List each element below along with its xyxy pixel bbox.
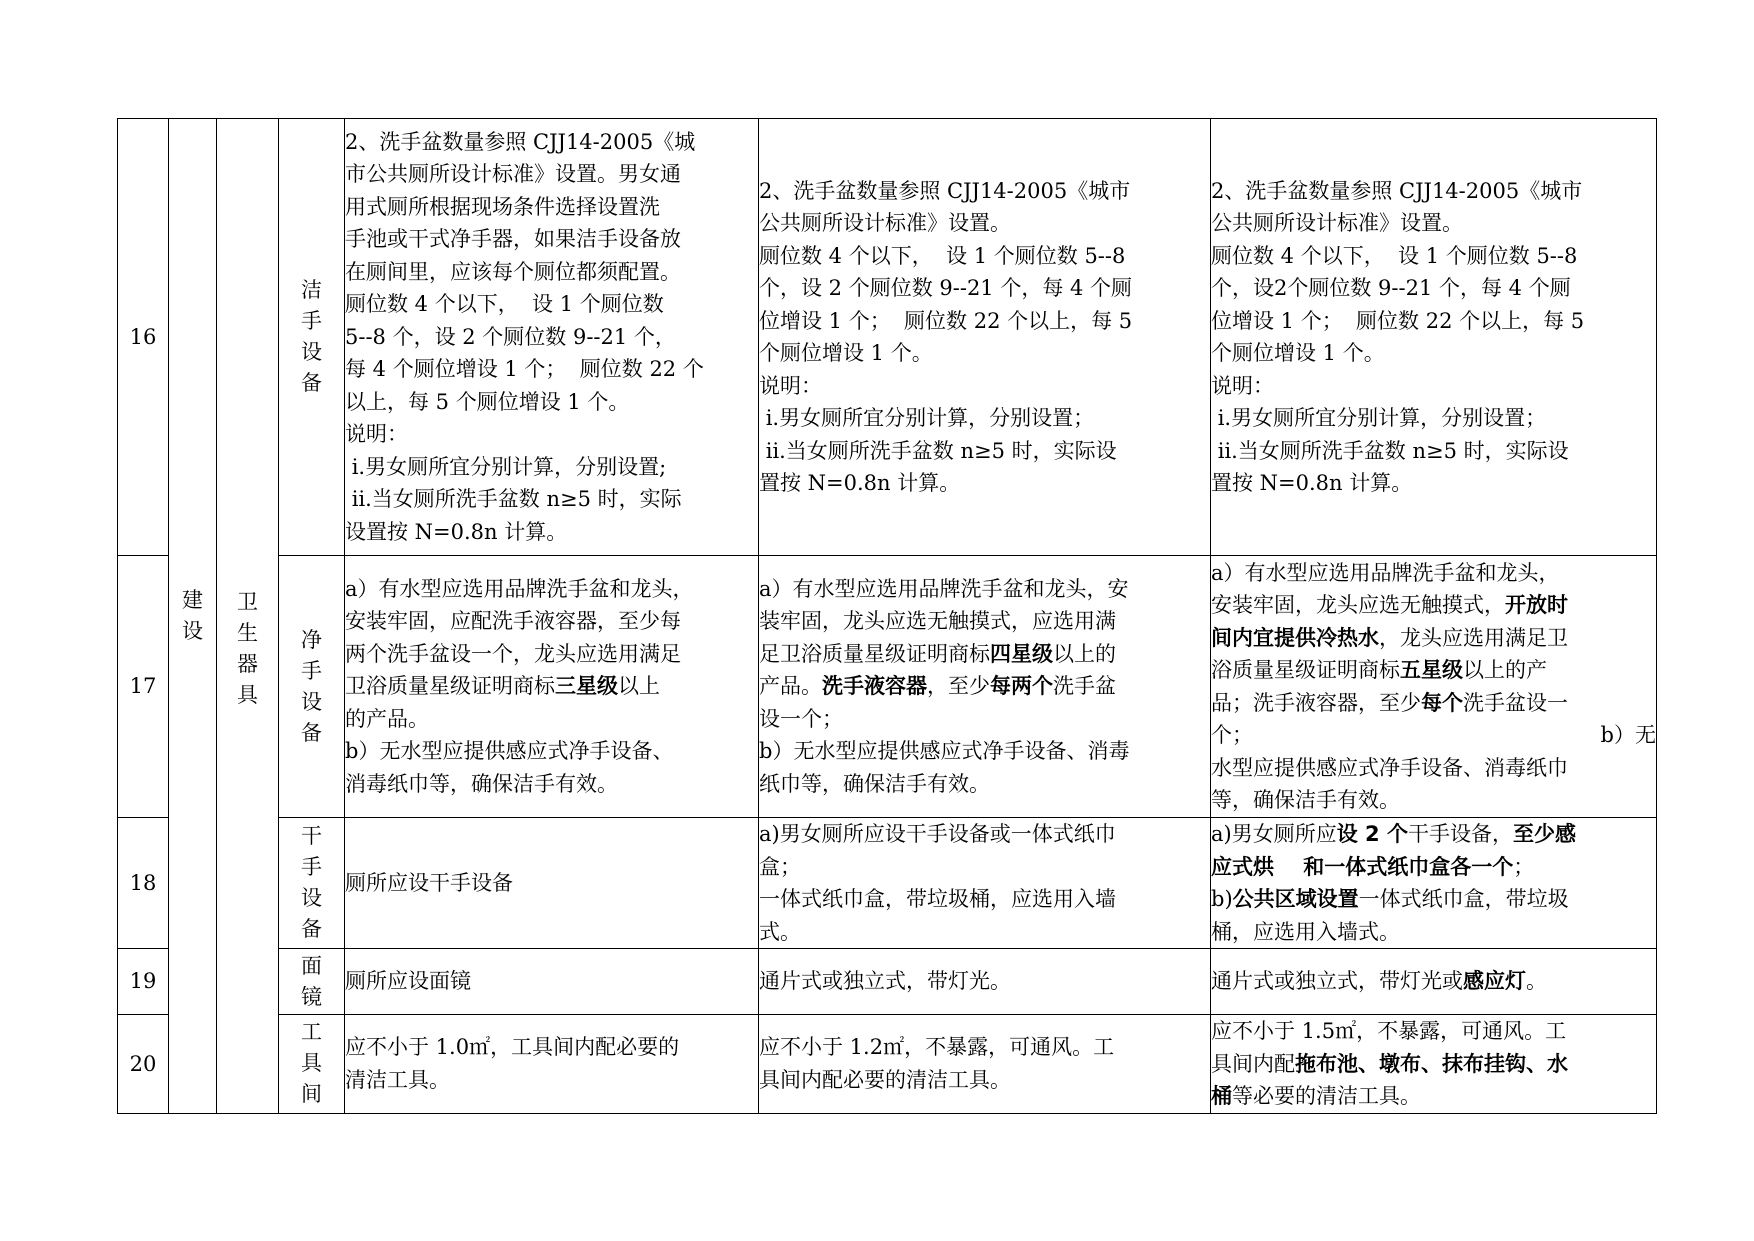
table-row bbox=[118, 818, 1657, 949]
category-label: 卫生器具 bbox=[217, 119, 279, 1114]
requirement-level-2: 通片式或独立式，带灯光。 bbox=[759, 949, 1211, 1015]
requirement-level-2: 2、洗手盆数量参照 CJJ14-2005《城市 公共厕所设计标准》设置。 厕位数 4 个以下， 设 1 个厕位数 5--8 个，设 2 个厕位数 9--21 个，每 4 个厕 位增设 1 个； 厕位数 22 个以上，每 5 个厕位增设 1 个。 说明： ⅰ.男女厕所宜分别计算，分别设置； ⅱ.当女厕所洗手盆数 n≥5 时，实际设 置按 N=0.8n 计算。 bbox=[759, 119, 1211, 556]
requirement-level-1: 厕所应设面镜 bbox=[345, 949, 759, 1015]
requirement-level-2: a)男女厕所应设干手设备或一体式纸巾 盒； 一体式纸巾盒，带垃圾桶，应选用入墙 式。 bbox=[759, 818, 1211, 949]
requirement-level-3: 应不小于 1.5㎡，不暴露，可通风。工 具间内配拖布池、墩布、抹布挂钩、水 桶等必要的清洁工具。 bbox=[1211, 1015, 1657, 1114]
requirement-level-3: a）有水型应选用品牌洗手盆和龙头， 安装牢固，龙头应选无触摸式，开放时 间内宜提供冷热水，龙头应选用满足卫 浴质量星级证明商标五星级以上的产 品；洗手液容器，至少每个洗手盆设一 个； b）无 水型应提供感应式净手设备、消毒纸巾 等，确保洁手有效。 bbox=[1211, 556, 1657, 818]
requirement-level-1: 应不小于 1.0㎡，工具间内配必要的 清洁工具。 bbox=[345, 1015, 759, 1114]
group-label: 建设 bbox=[169, 119, 217, 1114]
standards-table bbox=[117, 118, 1657, 1114]
requirement-level-3: a)男女厕所应设 2 个干手设备，至少感 应式烘 和一体式纸巾盒各一个； b)公共区域设置一体式纸巾盒，带垃圾 桶，应选用入墙式。 bbox=[1211, 818, 1657, 949]
item-label: 工具间 bbox=[279, 1015, 345, 1114]
table-row bbox=[118, 119, 1657, 556]
row-number: 17 bbox=[118, 556, 169, 818]
table-row bbox=[118, 556, 1657, 818]
item-label: 洁手设备 bbox=[279, 119, 345, 556]
table-row bbox=[118, 949, 1657, 1015]
requirement-level-3: 通片式或独立式，带灯光或感应灯。 bbox=[1211, 949, 1657, 1015]
item-label: 净手设备 bbox=[279, 556, 345, 818]
item-label: 干手设备 bbox=[279, 818, 345, 949]
item-label: 面镜 bbox=[279, 949, 345, 1015]
requirement-level-2: a）有水型应选用品牌洗手盆和龙头，安 装牢固，龙头应选无触摸式，应选用满 足卫浴质量星级证明商标四星级以上的 产品。洗手液容器，至少每两个洗手盆 设一个； b）无水型应提供感应式净手设备、消毒 纸巾等，确保洁手有效。 bbox=[759, 556, 1211, 818]
requirement-level-1: a）有水型应选用品牌洗手盆和龙头， 安装牢固，应配洗手液容器，至少每 两个洗手盆设一个，龙头应选用满足 卫浴质量星级证明商标三星级以上 的产品。 b）无水型应提供感应式净手设备、 消毒纸巾等，确保洁手有效。 bbox=[345, 556, 759, 818]
requirement-level-1: 2、洗手盆数量参照 CJJ14-2005《城 市公共厕所设计标准》设置。男女通 用式厕所根据现场条件选择设置洗 手池或干式净手器，如果洁手设备放 在厕间里，应该每个厕位都须配置。 厕位数 4 个以下， 设 1 个厕位数 5--8 个，设 2 个厕位数 9--21 个， 每 4 个厕位增设 1 个； 厕位数 22 个 以上，每 5 个厕位增设 1 个。 说明： ⅰ.男女厕所宜分别计算，分别设置; ⅱ.当女厕所洗手盆数 n≥5 时，实际 设置按 N=0.8n 计算。 bbox=[345, 119, 759, 556]
requirement-level-1: 厕所应设干手设备 bbox=[345, 818, 759, 949]
table-row bbox=[118, 1015, 1657, 1114]
row-number: 18 bbox=[118, 818, 169, 949]
row-number: 16 bbox=[118, 119, 169, 556]
requirement-level-2: 应不小于 1.2㎡，不暴露，可通风。工 具间内配必要的清洁工具。 bbox=[759, 1015, 1211, 1114]
requirement-level-3: 2、洗手盆数量参照 CJJ14-2005《城市 公共厕所设计标准》设置。 厕位数 4 个以下， 设 1 个厕位数 5--8 个，设2个厕位数 9--21 个，每 4 个厕 位增设 1 个； 厕位数 22 个以上，每 5 个厕位增设 1 个。 说明： ⅰ.男女厕所宜分别计算，分别设置； ⅱ.当女厕所洗手盆数 n≥5 时，实际设 置按 N=0.8n 计算。 bbox=[1211, 119, 1657, 556]
row-number: 20 bbox=[118, 1015, 169, 1114]
row-number: 19 bbox=[118, 949, 169, 1015]
